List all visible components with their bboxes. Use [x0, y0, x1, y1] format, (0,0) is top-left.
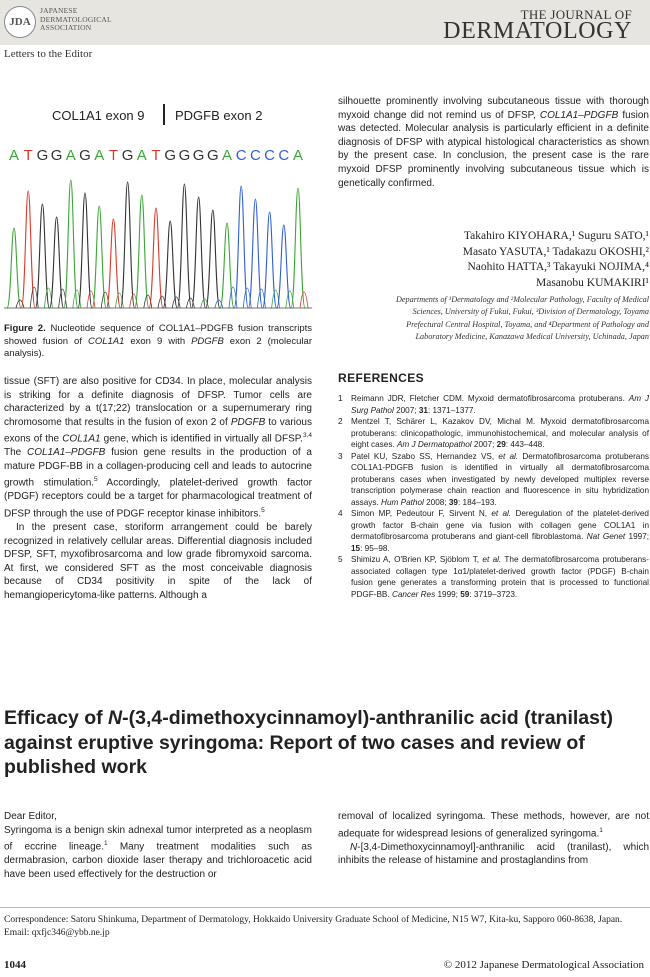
- reference-number: 4: [338, 509, 343, 518]
- text: removal of localized syringoma. These methods, however, are not adequate for widespread lesions of generalized syringoma.: [338, 811, 649, 839]
- trace-peak: [7, 228, 21, 308]
- citation: 5: [261, 507, 265, 514]
- citation: 1: [599, 826, 603, 834]
- base-call: C: [278, 147, 290, 164]
- gene-name: COL1A1–PDGFB: [539, 109, 619, 121]
- reference-item: [338, 393, 649, 416]
- trace-peak: [78, 193, 92, 308]
- caption-gene: PDGFB: [191, 335, 224, 347]
- journal-name: Nat Genet: [586, 532, 626, 541]
- page-number: 1044: [4, 959, 26, 971]
- trace-peak: [263, 212, 277, 308]
- salutation: Dear Editor,: [4, 811, 57, 822]
- reference-item: [338, 451, 649, 509]
- base-call: G: [192, 147, 205, 164]
- journal-prefix: THE JOURNAL OF: [520, 7, 632, 22]
- affiliation-line: Departments of ¹Dermatology and ²Molecular Pathology, Faculty of Medical: [396, 295, 649, 304]
- trace-peak: [50, 217, 64, 308]
- association-name: [40, 7, 112, 33]
- affiliation-line: Laboratory Medicine, Kanazawa Medical University, Uchinada, Japan: [415, 332, 649, 342]
- base-call: T: [108, 147, 118, 164]
- volume: 39: [448, 497, 458, 507]
- reference-text: : 1371–1377.: [427, 405, 476, 415]
- base-call: T: [23, 147, 33, 164]
- association-logo: JDA: [4, 6, 36, 38]
- trace-peak: [135, 195, 149, 308]
- text: The: [4, 447, 27, 459]
- reference-number: 2: [338, 417, 343, 426]
- et-al: et al.: [482, 555, 502, 564]
- text: to various exons of the: [4, 416, 312, 445]
- trace-peak: [192, 197, 206, 308]
- title-text: Efficacy of: [4, 707, 109, 729]
- volume: 15: [351, 543, 361, 553]
- volume: 31: [418, 405, 428, 415]
- base-call: C: [235, 147, 247, 164]
- chromatogram-svg: [4, 100, 312, 315]
- caption-text: exon 2 (molecular analysis).: [4, 335, 312, 360]
- base-call: G: [164, 147, 177, 164]
- text: Accordingly, platelet-derived growth factor (PDGF) receptors could be a target for pharmacological treatment of DFSP through the use of PDGF receptor kinase inhibitors.: [4, 477, 313, 520]
- association-line: ASSOCIATION: [40, 23, 92, 32]
- title-text: -(3,4-dimethoxycinnamoyl)-anthranilic acid (tranilast) against eruptive syringoma: Report of two cases and review of published work: [4, 707, 613, 778]
- base-call: G: [36, 147, 49, 164]
- reference-text: 2008;: [423, 497, 449, 507]
- reference-number: 3: [338, 451, 343, 461]
- reference-text: Deregulation of the platelet-derived growth factor B-chain gene via fusion with collagen gene COL1A1 in dermatofibrosarcoma protuberans and giant-cell fibroblastoma.: [351, 509, 649, 541]
- reference-text: : 3719–3723.: [469, 589, 518, 599]
- trace-peak: [21, 191, 35, 308]
- citation: 3,4: [302, 432, 312, 440]
- correspondence: Correspondence: Satoru Shinkuma, Department of Dermatology, Hokkaido University Graduate School of Medicine, N15 W7, Kita-ku, Sapporo 060-8638, Japan. Email: qxfjc346@ybb.ne.jp: [4, 915, 623, 938]
- text: silhouette prominently involving subcutaneous tissue with thorough myxoid change did not remind us of DFSP,: [338, 96, 649, 121]
- association-line: DERMATOLOGICAL: [40, 14, 112, 24]
- references-list: [338, 393, 649, 600]
- paragraph: [338, 841, 649, 868]
- base-call: C: [264, 147, 276, 164]
- reference-text: Simon MP, Pedeutour F, Sirvent N,: [351, 509, 492, 518]
- reference-text: The dermatofibrosarcoma protuberans-associated collagen type 1α1/platelet-derived growth factor (PDGF) B-chain fusion gene generates a transforming protein that is processed to functional PDGF-BB.: [351, 555, 649, 599]
- chromatogram-figure: [4, 100, 312, 315]
- base-call: G: [121, 147, 134, 164]
- text-italic: N: [350, 841, 358, 853]
- reference-item: [338, 554, 649, 600]
- trace-peak: [64, 180, 78, 308]
- text: tissue (SFT) are also positive for CD34. In place, molecular analysis is striking for a definite diagnosis of DFSP. Tumor cells are characterized by a t(17;22) translocation or a supernumerary ring chromosome that results in the fusion of exon 2 of: [4, 376, 312, 428]
- gene-name: PDGFB: [230, 416, 266, 428]
- base-call: A: [292, 147, 304, 164]
- reference-item: [338, 416, 649, 451]
- base-call: G: [79, 147, 91, 164]
- references-heading: REFERENCES: [338, 371, 425, 385]
- base-call: A: [221, 147, 233, 164]
- reference-text: 1999;: [435, 589, 461, 599]
- footer-rule: [0, 907, 650, 908]
- association-line: JAPANESE: [40, 6, 78, 15]
- reference-text: Reimann JDR, Fletcher CDM. Myxoid dermatofibrosarcoma protuberans.: [351, 394, 629, 403]
- trace-peak: [121, 182, 135, 308]
- paragraph: In the present case, storiform arrangement could be barely recognized in relatively cellular areas. Differential diagnosis included DFSP, SFT, myxofibrosarcoma and low grade fibromyxoid sarcoma. At first, we considered SFT as the most conceivable diagnosis because of CD34 positivity in spite of the lack of hemangiopericytoma-like patterns. Although a: [4, 521, 312, 601]
- base-call: C: [249, 147, 261, 164]
- caption-label: Figure 2.: [4, 323, 46, 334]
- reference-text: 1997;: [625, 532, 650, 541]
- trace-peak: [149, 208, 163, 308]
- citation: 5: [94, 476, 98, 484]
- journal-name: Am J Dermatopathol: [396, 440, 472, 449]
- trace-peak: [291, 188, 305, 308]
- article-title: [4, 706, 634, 780]
- base-call: G: [178, 147, 191, 164]
- base-call: A: [65, 147, 76, 164]
- journal-name: Hum Pathol: [381, 497, 424, 507]
- article-left-column: [4, 810, 312, 881]
- title-italic: N: [108, 707, 123, 729]
- trace-peak: [277, 225, 291, 308]
- affiliation-line: Sciences, University of Fukui, Fukui, ³Division of Dermatology, Toyama: [412, 307, 649, 317]
- article-right-column: [338, 810, 649, 868]
- text: gene, which is identified in virtually all DFSP.: [100, 433, 303, 445]
- reference-text: Patel KU, Szabo SS, Hernandez VS,: [351, 451, 499, 461]
- reference-text: Dermatofibrosarcoma protuberans COL1A1-PDGFB fusion is identified in virtually all dermatofibrosarcoma protuberans cases when investigated by newly developed multiplex reverse transcription polymerase chain reaction and fluorescence in situ hybridization assays.: [351, 451, 649, 507]
- journal-name: Am J Surg Pathol: [351, 394, 649, 415]
- base-call: G: [50, 147, 63, 164]
- reference-text: : 443–448.: [505, 440, 545, 449]
- author-line: Takahiro KIYOHARA,¹ Suguru SATO,¹: [463, 230, 649, 242]
- reference-text: : 95–98.: [360, 543, 390, 553]
- left-column-text: [4, 375, 312, 602]
- volume: 59: [460, 589, 470, 599]
- citation: 1: [104, 840, 108, 848]
- volume: 29: [496, 440, 506, 449]
- caption-gene: COL1A1: [87, 335, 125, 347]
- paragraph: [4, 375, 312, 521]
- reference-number: 5: [338, 555, 343, 564]
- caption-text: exon 9 with: [124, 335, 192, 347]
- reference-text: 2007;: [393, 405, 419, 415]
- label-col1a1-exon9: COL1A1 exon 9: [52, 108, 145, 123]
- copyright: © 2012 Japanese Dermatological Association: [443, 959, 644, 971]
- section-label: Letters to the Editor: [4, 48, 93, 60]
- trace-peak: [163, 221, 177, 308]
- text: fusion was detected. Molecular analysis is particularly efficient in a definite diagnosis of DFSP with atypical histological characteristics as shown by the present case. In conclusion, the present case is the rare myxoid DFSP prominently involving subcutaneous tissue which is genetically confirmed.: [338, 109, 649, 189]
- reference-text: Mentzel T, Schärer L, Kazakov DV, Michal M. Myxoid dermatofibrosarcoma protuberans: clinicopathologic, immunohistochemical, and molecular analysis of eight cases.: [351, 417, 649, 449]
- text: Syringoma is a benign skin adnexal tumor interpreted as a neoplasm of eccrine lineage.: [4, 824, 312, 853]
- trace-peak: [35, 204, 49, 308]
- base-call: T: [151, 147, 161, 164]
- paragraph: [338, 95, 649, 190]
- gene-name: COL1A1–PDGFB: [26, 447, 106, 459]
- reference-item: [338, 508, 649, 554]
- trace-peak: [177, 184, 191, 308]
- trace-peak: [220, 223, 234, 308]
- base-calls: [9, 147, 303, 164]
- text: fusion gene results in the production of a mature PDGF-BB in a collagen-producing cell and leads to autocrine growth stimulation.: [4, 447, 312, 489]
- et-al: et al.: [491, 509, 512, 518]
- author-block: [338, 229, 649, 344]
- author-line: Masanobu KUMAKIRI¹: [535, 276, 649, 289]
- et-al: et al.: [498, 451, 519, 461]
- gene-name: COL1A1: [62, 433, 101, 445]
- paragraph: [4, 824, 312, 882]
- trace-peaks: [7, 180, 308, 308]
- reference-text: : 184–193.: [457, 497, 497, 507]
- caption-text: Nucleotide sequence of COL1A1–PDGFB fusion transcripts showed fusion of: [4, 323, 312, 347]
- label-pdgfb-exon2: PDGFB exon 2: [175, 108, 263, 123]
- author-line: Naohito HATTA,³ Takayuki NOJIMA,⁴: [467, 261, 649, 273]
- reference-text: Shimizu A, O'Brien KP, Sjöblom T,: [351, 555, 483, 564]
- author-line: Masato YASUTA,¹ Tadakazu OKOSHI,²: [462, 245, 649, 258]
- reference-number: 1: [338, 394, 343, 403]
- base-call: A: [94, 147, 105, 164]
- journal-name: Cancer Res: [391, 589, 436, 599]
- trace-peak: [206, 210, 220, 308]
- text: -[3,4-Dimethoxycinnamoyl]-anthranilic acid (tranilast), which inhibits the release of histamine and prostaglandins from: [338, 841, 649, 867]
- journal-title: DERMATOLOGY: [443, 18, 632, 44]
- paragraph: [338, 810, 649, 841]
- base-call: G: [206, 147, 219, 164]
- right-column-text: [338, 95, 649, 190]
- trace-peak: [248, 199, 262, 308]
- reference-text: 2007;: [471, 440, 497, 449]
- base-call: A: [8, 147, 20, 164]
- text: Many treatment modalities such as dermabrasion, carbon dioxide laser therapy and trichloroacetic acid have been used effectively for the destruction or: [4, 841, 312, 880]
- affiliation-line: Prefectural Central Hospital, Toyama, and ⁴Department of Pathology and: [406, 319, 649, 329]
- figure-caption: [4, 323, 312, 361]
- base-call: A: [136, 147, 147, 164]
